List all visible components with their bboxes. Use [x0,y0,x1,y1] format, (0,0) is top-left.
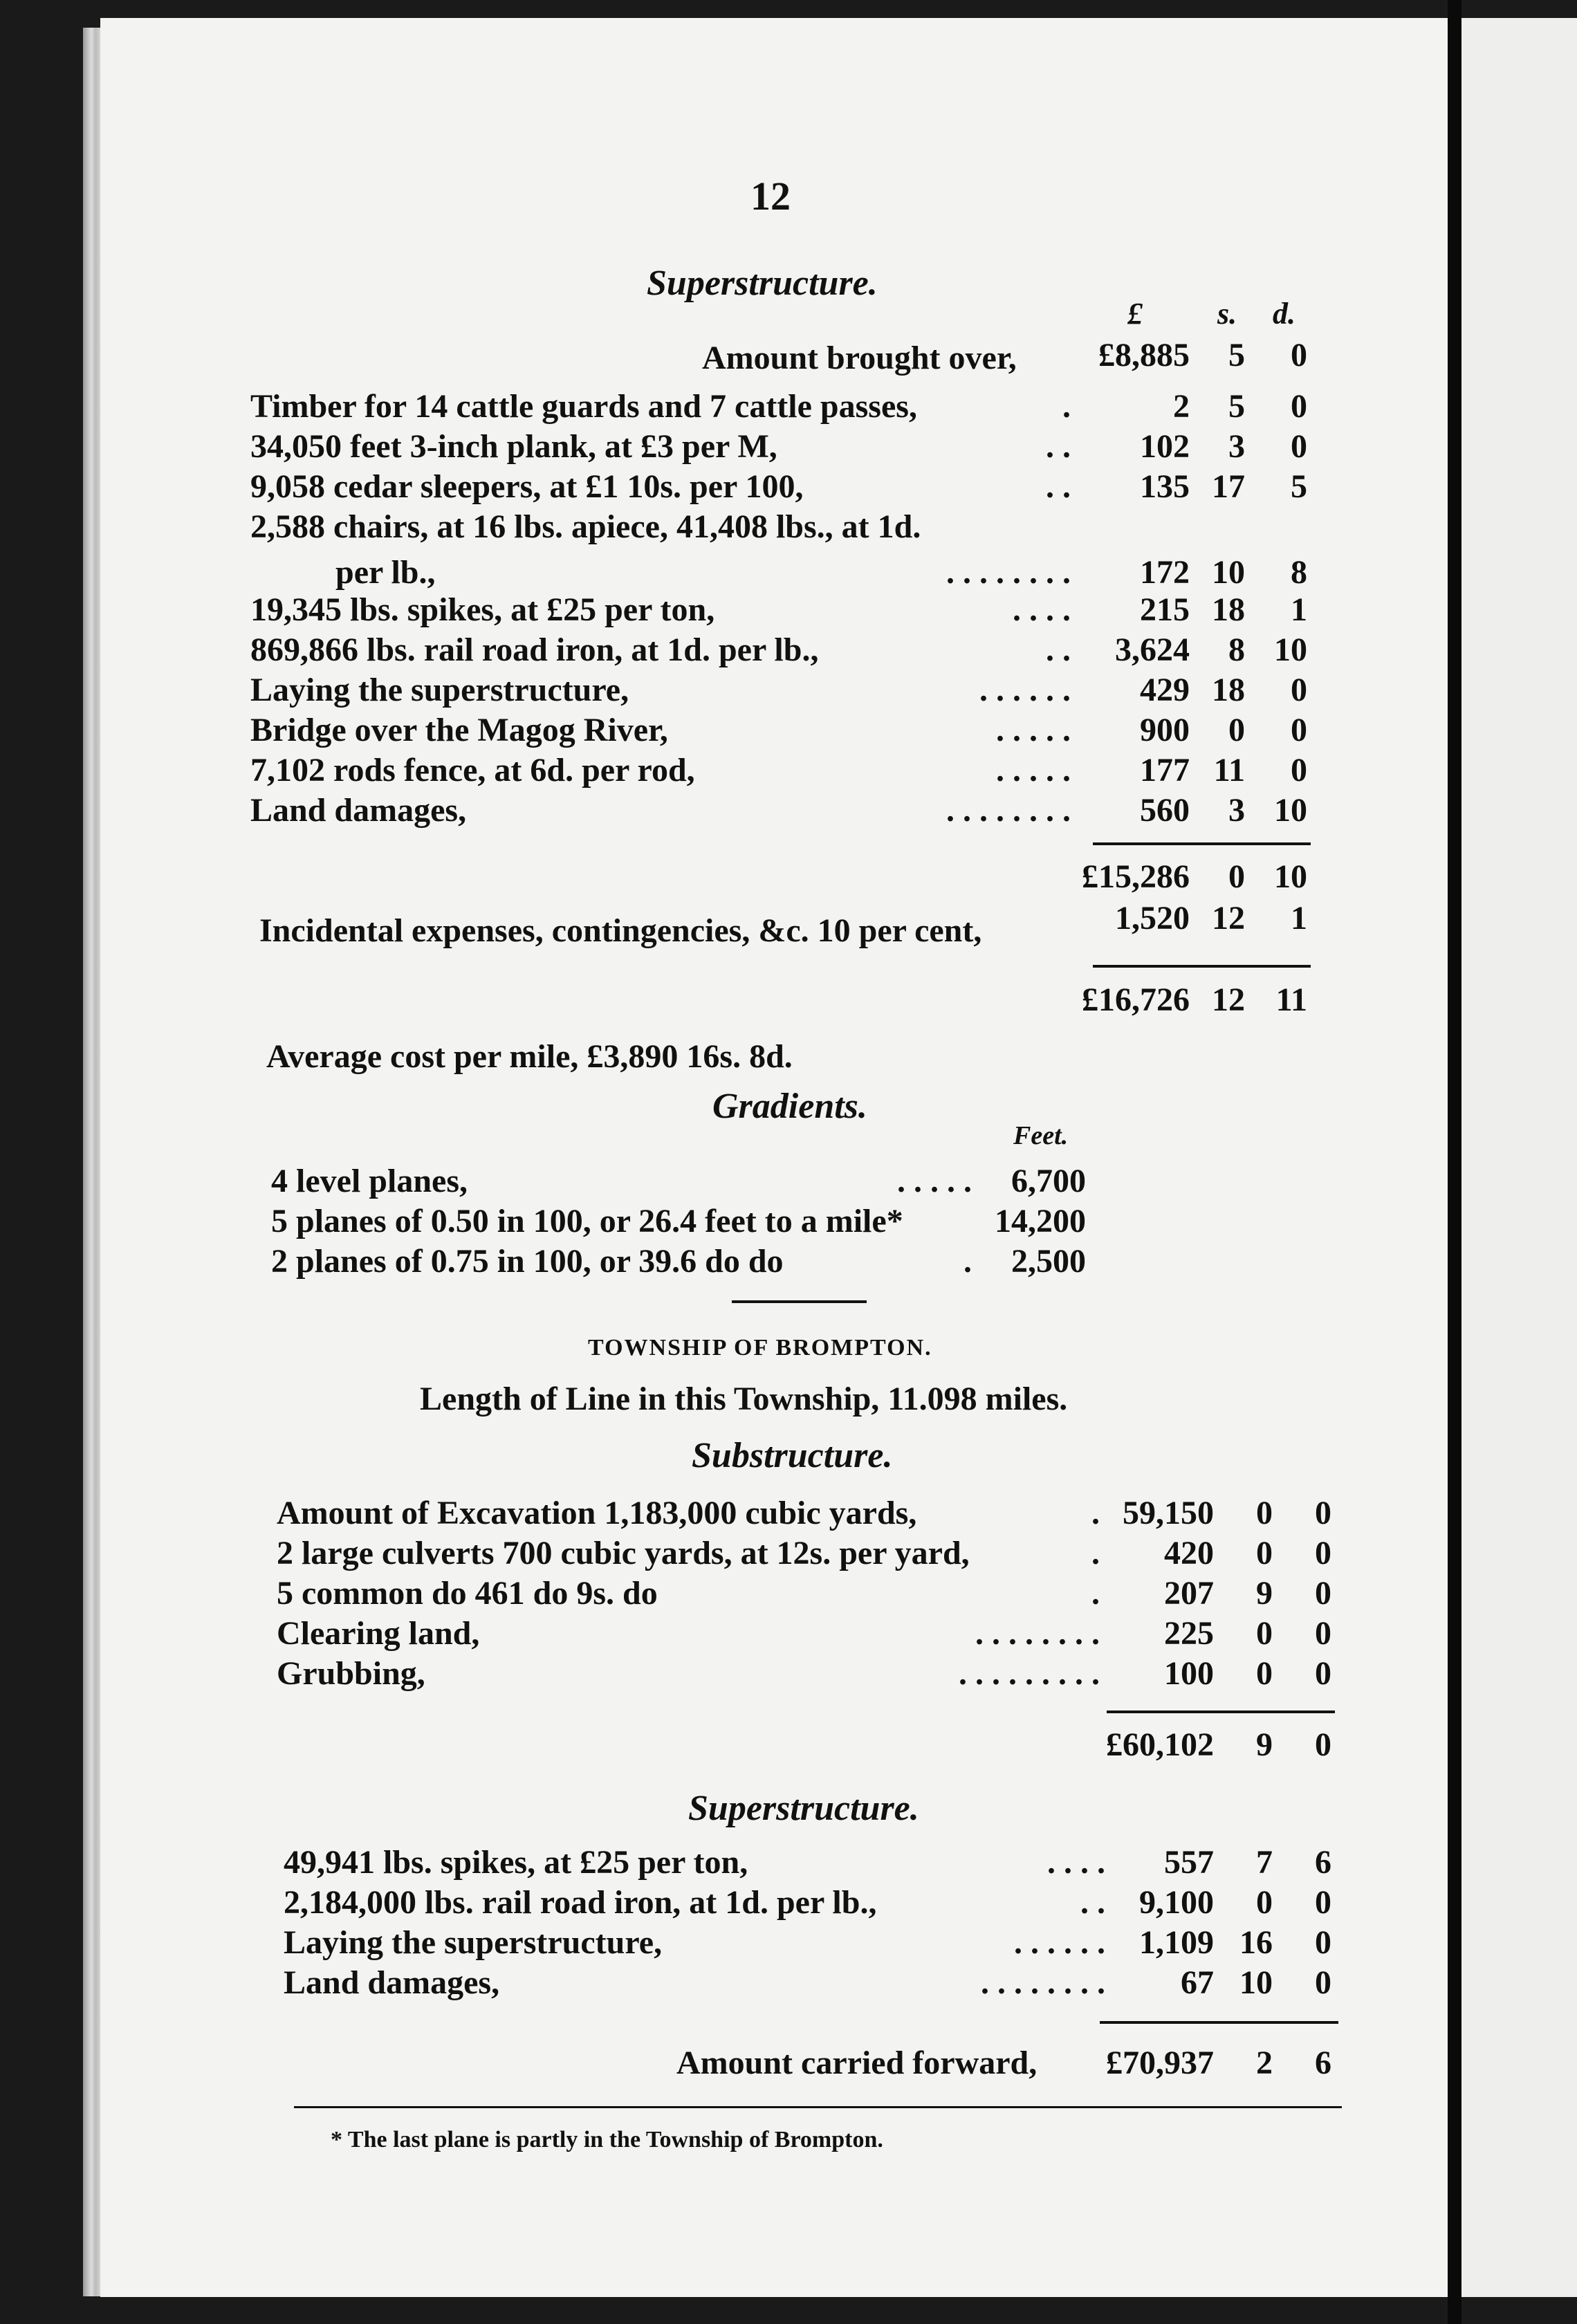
superstructure-row-shillings: 3 [1228,792,1245,829]
substructure-row-pounds: 100 [1164,1655,1214,1692]
superstructure-row-pence: 0 [1291,672,1307,708]
subtotal-rule [1093,842,1311,845]
book-spine [1448,0,1461,2324]
township-title: TOWNSHIP OF BROMPTON. [588,1335,932,1361]
superstructure-row-shillings: 18 [1212,672,1245,708]
superstructure-row-pence: 1 [1291,591,1307,628]
superstructure-row-pounds: 900 [1140,712,1190,748]
total-rule [1093,965,1311,968]
substructure-row-label: Grubbing, [277,1655,425,1692]
superstructure-row-pounds: 172 [1140,554,1190,591]
superstructure-row-label: Bridge over the Magog River, [250,712,668,748]
superstructure-2-row-shillings: 7 [1256,1844,1273,1881]
superstructure-row-pounds: 215 [1140,591,1190,628]
superstructure-row-pounds: 560 [1140,792,1190,829]
superstructure-2-row-leader-dots: . . [1080,1884,1105,1921]
substructure-row-pounds: 59,150 [1123,1495,1214,1531]
total-shillings: 12 [1212,981,1245,1018]
substructure-total-pence: 0 [1315,1726,1331,1763]
substructure-row-leader-dots: . . . . . . . . . [959,1655,1100,1692]
average-cost: Average cost per mile, £3,890 16s. 8d. [266,1038,793,1075]
carried-forward-label: Amount carried forward, [676,2045,1038,2081]
brought-over-pounds: £8,885 [1098,337,1190,374]
unit-pence: d. [1273,297,1295,331]
incidental-label: Incidental expenses, contingencies, &c. 10 per cent, [259,912,982,949]
superstructure-2-row-shillings: 16 [1239,1924,1273,1961]
substructure-row-shillings: 9 [1256,1575,1273,1612]
superstructure-row-shillings: 17 [1212,468,1245,505]
superstructure-row-shillings: 0 [1228,712,1245,748]
subtotal-pence: 10 [1274,858,1307,895]
substructure-row-shillings: 0 [1256,1655,1273,1692]
superstructure-row-shillings: 18 [1212,591,1245,628]
brought-over-pence: 0 [1291,337,1307,374]
substructure-row-pence: 0 [1315,1655,1331,1692]
unit-pounds: £ [1127,297,1143,331]
superstructure-2-row-pounds: 1,109 [1139,1924,1214,1961]
substructure-row-label: Amount of Excavation 1,183,000 cubic yards, [277,1495,917,1531]
total-pounds: £16,726 [1082,981,1190,1018]
superstructure-2-row-leader-dots: . . . . [1047,1844,1105,1881]
superstructure-row-pounds: 2 [1173,388,1190,425]
substructure-row-shillings: 0 [1256,1615,1273,1652]
substructure-row-pence: 0 [1315,1615,1331,1652]
substructure-row-label: Clearing land, [277,1615,480,1652]
substructure-row-label: 2 large culverts 700 cubic yards, at 12s. per yard, [277,1535,970,1571]
superstructure-row-label: 2,588 chairs, at 16 lbs. apiece, 41,408 lbs., at 1d. [250,508,921,545]
gradient-row-leader-dots: . . . . . [897,1163,972,1199]
section-divider [732,1300,867,1303]
substructure-total-pounds: £60,102 [1106,1726,1214,1763]
superstructure-row-pence: 10 [1274,631,1307,668]
substructure-row-pence: 0 [1315,1535,1331,1571]
superstructure-2-row-pounds: 9,100 [1139,1884,1214,1921]
footnote-rule [294,2106,1342,2108]
gradient-row-feet: 6,700 [1011,1163,1086,1199]
superstructure-2-row-pence: 6 [1315,1844,1331,1881]
superstructure-2-row-leader-dots: . . . . . . [1014,1924,1105,1961]
gradient-row-feet: 2,500 [1011,1243,1086,1280]
substructure-row-pence: 0 [1315,1575,1331,1612]
superstructure-row-leader-dots: . . [1046,468,1071,505]
brought-over-shillings: 5 [1228,337,1245,374]
substructure-row-pounds: 225 [1164,1615,1214,1652]
carried-forward-rule [1100,2021,1338,2024]
substructure-row-leader-dots: . [1091,1495,1100,1531]
superstructure-row-pounds: 177 [1140,752,1190,788]
superstructure-row-pence: 0 [1291,712,1307,748]
superstructure-row-leader-dots: . . . . . . . . [946,554,1071,591]
superstructure-2-row-shillings: 10 [1239,1964,1273,2001]
superstructure-row-shillings: 11 [1213,752,1245,788]
superstructure-row-label: 9,058 cedar sleepers, at £1 10s. per 100, [250,468,804,505]
substructure-row-pence: 0 [1315,1495,1331,1531]
carried-forward-pence: 6 [1315,2045,1331,2081]
incidental-shillings: 12 [1212,900,1245,937]
substructure-row-shillings: 0 [1256,1495,1273,1531]
section-heading-superstructure-2: Superstructure. [688,1789,919,1828]
page-number: 12 [750,174,791,219]
subtotal-pounds: £15,286 [1082,858,1190,895]
superstructure-row-pounds: 135 [1140,468,1190,505]
substructure-row-shillings: 0 [1256,1535,1273,1571]
superstructure-row-shillings: 10 [1212,554,1245,591]
substructure-row-leader-dots: . [1091,1575,1100,1612]
superstructure-row-pounds: 429 [1140,672,1190,708]
unit-shillings: s. [1217,297,1237,331]
superstructure-row-pence: 8 [1291,554,1307,591]
superstructure-row-leader-dots: . . . . . [996,712,1071,748]
subtotal-shillings: 0 [1228,858,1245,895]
superstructure-row-pence: 10 [1274,792,1307,829]
superstructure-2-row-pounds: 67 [1181,1964,1214,2001]
unit-feet: Feet. [1013,1121,1069,1150]
section-heading-gradients: Gradients. [712,1087,867,1126]
superstructure-row-leader-dots: . . [1046,631,1071,668]
total-pence: 11 [1275,981,1307,1018]
superstructure-row-leader-dots: . . . . . . [979,672,1071,708]
incidental-pounds: 1,520 [1115,900,1190,937]
gradient-row-label: 4 level planes, [271,1163,468,1199]
superstructure-row-pence: 0 [1291,752,1307,788]
superstructure-row-label: 869,866 lbs. rail road iron, at 1d. per lb., [250,631,819,668]
superstructure-row-leader-dots: . [1062,388,1071,425]
section-heading-superstructure: Superstructure. [647,264,878,303]
superstructure-row-pence: 5 [1291,468,1307,505]
superstructure-row-leader-dots: . . . . . . . . [946,792,1071,829]
superstructure-2-row-label: Laying the superstructure, [284,1924,663,1961]
scan-top-border [0,0,1577,17]
substructure-row-pounds: 207 [1164,1575,1214,1612]
superstructure-2-row-pence: 0 [1315,1924,1331,1961]
superstructure-row-pence: 0 [1291,388,1307,425]
superstructure-row-leader-dots: . . [1046,428,1071,465]
adjacent-page [1461,18,1577,2297]
superstructure-row-label: 34,050 feet 3-inch plank, at £3 per M, [250,428,777,465]
substructure-total-rule [1107,1710,1335,1713]
superstructure-row-shillings: 3 [1228,428,1245,465]
superstructure-2-row-pence: 0 [1315,1884,1331,1921]
substructure-row-pounds: 420 [1164,1535,1214,1571]
superstructure-row-shillings: 5 [1228,388,1245,425]
carried-forward-pounds: £70,937 [1106,2045,1214,2081]
substructure-total-shillings: 9 [1256,1726,1273,1763]
superstructure-2-row-label: 2,184,000 lbs. rail road iron, at 1d. per lb., [284,1884,877,1921]
gradient-row-leader-dots: . [963,1243,972,1280]
superstructure-row-shillings: 8 [1228,631,1245,668]
superstructure-row-leader-dots: . . . . [1013,591,1071,628]
brought-over-label: Amount brought over, [702,340,1017,376]
superstructure-row-pounds: 102 [1140,428,1190,465]
superstructure-row-pence: 0 [1291,428,1307,465]
substructure-row-leader-dots: . . . . . . . . [975,1615,1100,1652]
section-heading-substructure: Substructure. [692,1436,893,1475]
carried-forward-shillings: 2 [1256,2045,1273,2081]
superstructure-row-label: Laying the superstructure, [250,672,629,708]
superstructure-row-label: 7,102 rods fence, at 6d. per rod, [250,752,695,788]
superstructure-2-row-label: Land damages, [284,1964,500,2001]
gradient-row-label: 2 planes of 0.75 in 100, or 39.6 do do [271,1243,784,1280]
substructure-row-label: 5 common do 461 do 9s. do [277,1575,658,1612]
superstructure-row-label: Timber for 14 cattle guards and 7 cattle passes, [250,388,917,425]
substructure-row-leader-dots: . [1091,1535,1100,1571]
incidental-pence: 1 [1291,900,1307,937]
gradient-row-feet: 14,200 [995,1203,1086,1239]
superstructure-2-row-pounds: 557 [1164,1844,1214,1881]
footnote: * The last plane is partly in the Township of Brompton. [331,2127,883,2152]
superstructure-2-row-shillings: 0 [1256,1884,1273,1921]
superstructure-row-pounds: 3,624 [1115,631,1190,668]
superstructure-row-label: 19,345 lbs. spikes, at £25 per ton, [250,591,715,628]
superstructure-row-label: Land damages, [250,792,467,829]
township-length: Length of Line in this Township, 11.098 miles. [420,1381,1068,1417]
superstructure-row-label: per lb., [335,554,436,591]
superstructure-2-row-label: 49,941 lbs. spikes, at £25 per ton, [284,1844,748,1881]
superstructure-row-leader-dots: . . . . . [996,752,1071,788]
gradient-row-label: 5 planes of 0.50 in 100, or 26.4 feet to a mile* [271,1203,903,1239]
superstructure-2-row-pence: 0 [1315,1964,1331,2001]
superstructure-2-row-leader-dots: . . . . . . . . [981,1964,1105,2001]
